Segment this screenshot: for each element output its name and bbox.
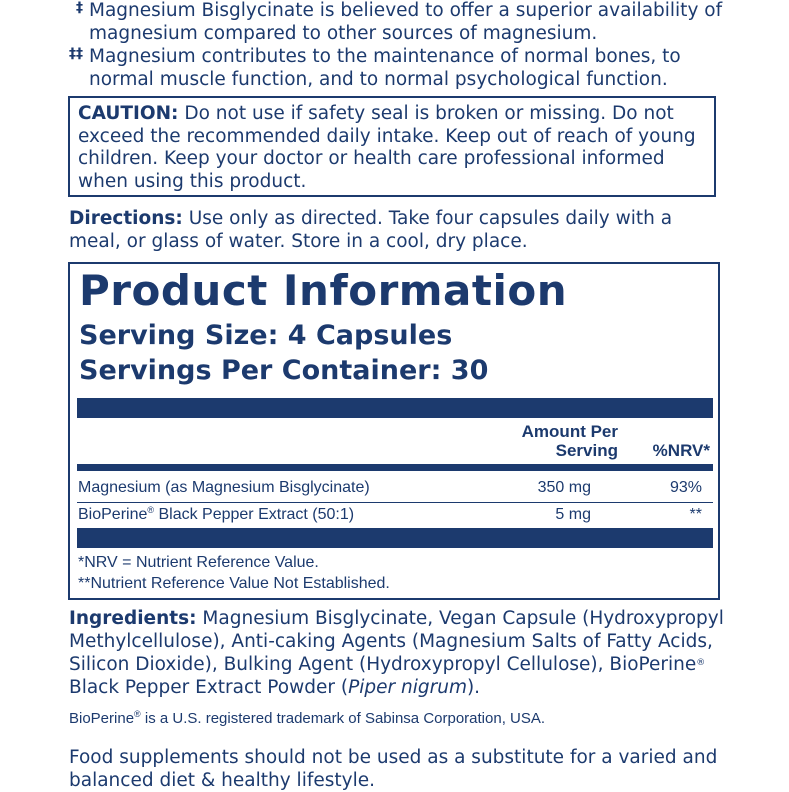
ingredients: Ingredients: Magnesium Bisglycinate, Vegan Capsule (Hydroxypropyl Methylcellulose), Anti-caking Agents (Magnesium Salts of Fatty Acids, Silicon Dioxide), Bulking Agent (Hydroxypropyl Cellulose), BioPerine® Black Pepper Extract Powder (Piper nigrum). xyxy=(69,608,724,698)
directions-text: Use only as directed. Take four capsules daily with a meal, or glass of water. Store in a cool, dry place. xyxy=(69,208,673,252)
footer-bar xyxy=(77,528,713,548)
serving-size: Serving Size: 4 Capsules xyxy=(79,320,453,351)
directions-label: Directions: xyxy=(69,208,183,229)
ingredients-label: Ingredients: xyxy=(69,608,197,629)
nutrient-row xyxy=(77,506,713,526)
product-information-panel xyxy=(68,262,720,600)
column-amount-line2: Serving xyxy=(555,441,618,460)
caution-label: CAUTION: xyxy=(78,103,179,124)
trademark-note: BioPerine® is a U.S. registered trademark of Sabinsa Corporation, USA. xyxy=(69,709,546,727)
nutrient-nrv: 93% xyxy=(669,479,702,496)
double-double-dagger-mark: ‡‡ xyxy=(69,46,83,62)
caution-box xyxy=(68,96,716,197)
directions xyxy=(69,207,729,253)
footnote-2 xyxy=(69,45,729,91)
nutrient-row xyxy=(77,479,713,499)
nutrient-amount: 5 mg xyxy=(555,506,591,523)
footnote-2-text: Magnesium contributes to the maintenance of normal bones, to normal muscle function, and to normal psychological function. xyxy=(89,46,681,90)
footnote-1-text: Magnesium Bisglycinate is believed to offer a superior availability of magnesium compared to other sources of magnesium. xyxy=(89,0,723,44)
row-divider xyxy=(77,502,713,503)
nutrient-name: BioPerine® Black Pepper Extract (50:1) xyxy=(78,505,355,523)
caution-text: Do not use if safety seal is broken or missing. Do not exceed the recommended daily intake. Keep out of reach of young children. Keep your doctor or health care professional informed when using this product. xyxy=(78,103,696,192)
nutrient-amount: 350 mg xyxy=(537,479,591,496)
food-supplement-note: Food supplements should not be used as a substitute for a varied and balanced diet & healthy lifestyle. xyxy=(69,747,718,791)
nrv-not-established-note: **Nutrient Reference Value Not Established. xyxy=(78,575,390,592)
latin-name: Piper nigrum xyxy=(348,677,467,698)
column-amount-line1: Amount Per xyxy=(521,422,618,441)
servings-per-container: Servings Per Container: 30 xyxy=(79,355,489,386)
header-bar-thin xyxy=(77,464,713,471)
double-dagger-mark: ‡ xyxy=(76,0,83,16)
product-information-title: Product Information xyxy=(79,266,568,315)
footnote-1 xyxy=(76,0,769,45)
column-nrv: %NRV* xyxy=(652,441,710,460)
nrv-note: *NRV = Nutrient Reference Value. xyxy=(78,554,319,571)
column-amount-per-serving xyxy=(490,422,618,460)
nutrient-nrv: ** xyxy=(689,506,702,523)
nutrient-name: Magnesium (as Magnesium Bisglycinate) xyxy=(78,479,370,496)
header-bar-top xyxy=(77,398,713,418)
